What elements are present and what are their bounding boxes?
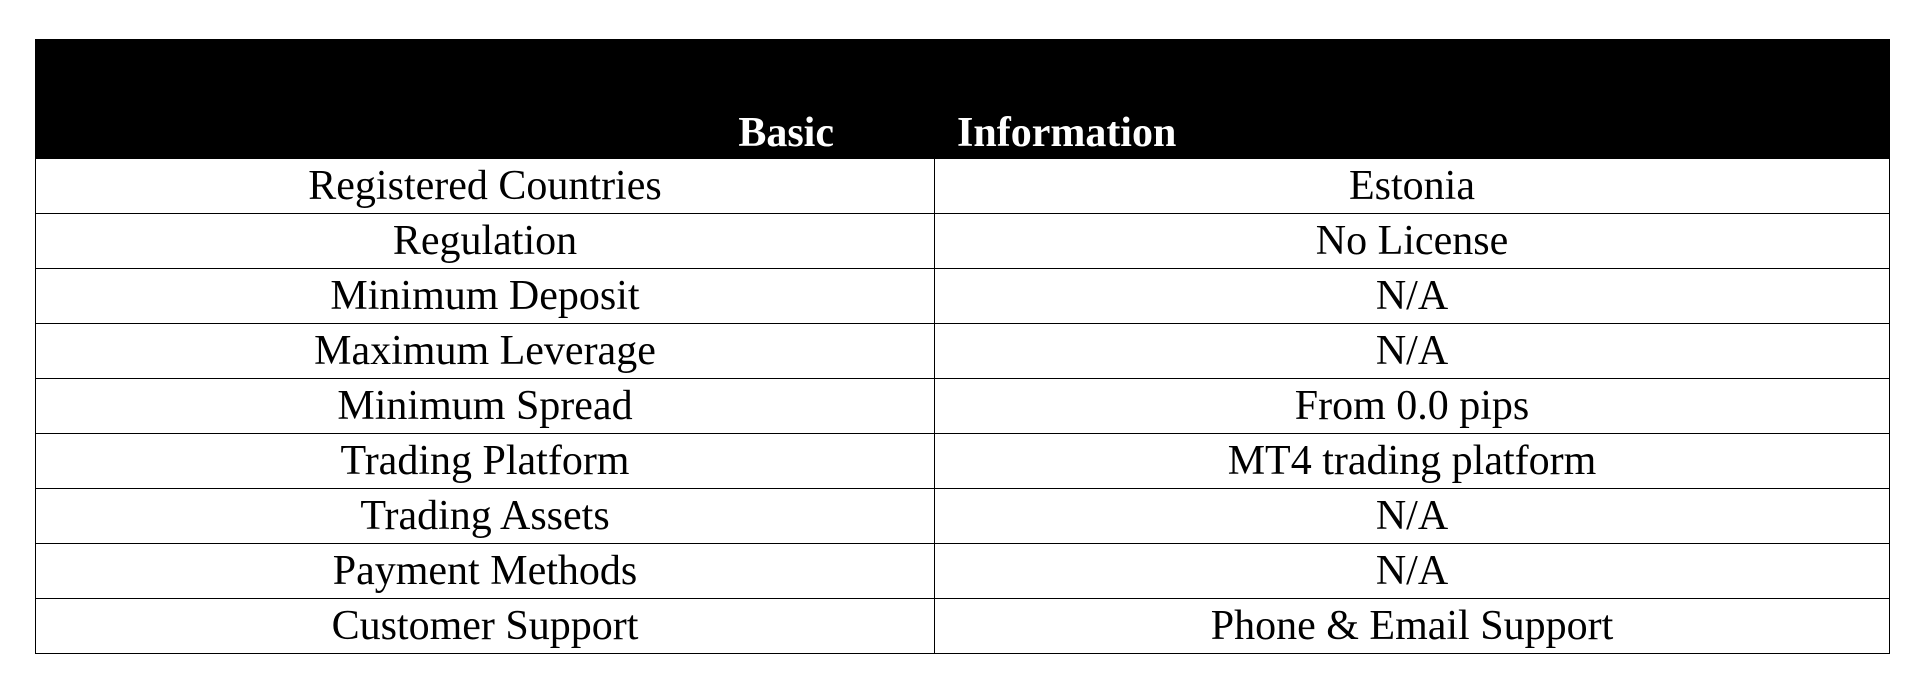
row-label: Trading Platform	[36, 434, 935, 489]
row-label: Regulation	[36, 214, 935, 269]
row-value: From 0.0 pips	[935, 379, 1890, 434]
basic-information-table	[35, 39, 1890, 654]
table-row	[36, 324, 1890, 379]
row-label: Minimum Spread	[36, 379, 935, 434]
row-value: Estonia	[935, 159, 1890, 214]
row-label: Registered Countries	[36, 159, 935, 214]
table-row	[36, 434, 1890, 489]
table-row	[36, 544, 1890, 599]
table-row	[36, 159, 1890, 214]
row-label: Payment Methods	[36, 544, 935, 599]
row-value: N/A	[935, 489, 1890, 544]
row-value: N/A	[935, 269, 1890, 324]
row-value: Phone & Email Support	[935, 599, 1890, 654]
row-label: Customer Support	[36, 599, 935, 654]
table-row	[36, 269, 1890, 324]
table-row	[36, 214, 1890, 269]
table-row	[36, 489, 1890, 544]
row-value: No License	[935, 214, 1890, 269]
table-row	[36, 379, 1890, 434]
row-value: N/A	[935, 544, 1890, 599]
header-cell-information: Information	[935, 40, 1890, 159]
row-label: Minimum Deposit	[36, 269, 935, 324]
row-value: N/A	[935, 324, 1890, 379]
row-value: MT4 trading platform	[935, 434, 1890, 489]
header-cell-basic: Basic	[36, 40, 935, 159]
table-row	[36, 599, 1890, 654]
table-header-row	[36, 40, 1890, 159]
row-label: Trading Assets	[36, 489, 935, 544]
row-label: Maximum Leverage	[36, 324, 935, 379]
